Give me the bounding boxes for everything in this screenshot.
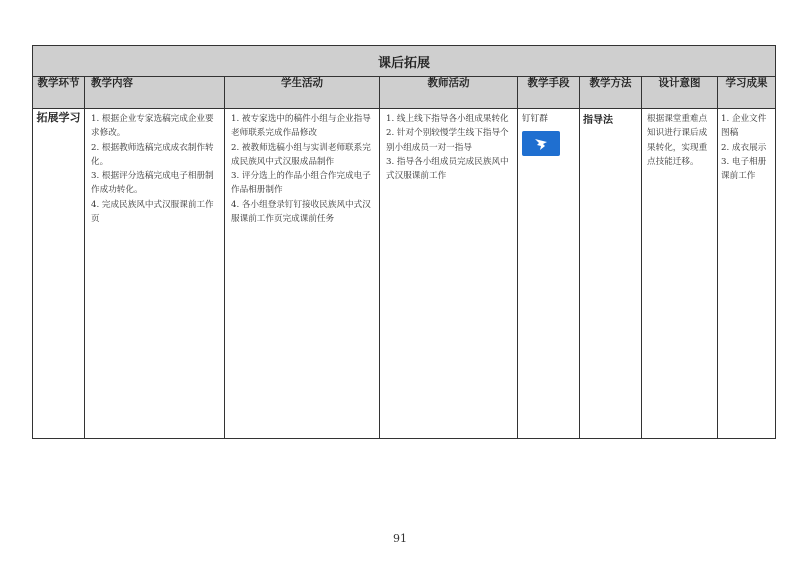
lesson-plan-table xyxy=(32,45,776,439)
tool-label: 钉钉群 xyxy=(522,114,548,124)
design-cell xyxy=(642,109,718,439)
student-item: 1. 被专家选中的稿件小组与企业指导老师联系完成作品修改 xyxy=(231,114,371,139)
header-method: 教学方法 xyxy=(580,77,642,109)
teacher-item: 1. 线上线下指导各小组成果转化 xyxy=(386,114,509,124)
header-stage: 教学环节 xyxy=(33,77,85,109)
design-text: 根据课堂重难点知识进行课后成果转化，实现重点技能迁移。 xyxy=(647,114,708,167)
student-item: 2. 被教师选稿小组与实训老师联系完成民族风中式汉服成品制作 xyxy=(231,142,371,167)
content-item: 2. 根据教师选稿完成成衣制作转化。 xyxy=(91,142,214,167)
outcome-cell xyxy=(718,109,776,439)
header-teacher: 教师活动 xyxy=(380,77,518,109)
teacher-item: 2. 针对个别较慢学生线下指导个别小组成员一对一指导 xyxy=(386,128,509,153)
content-cell xyxy=(85,109,225,439)
student-cell xyxy=(225,109,380,439)
outcome-item: 3. 电子相册 xyxy=(721,156,767,167)
student-item: 3. 评分选上的作品小组合作完成电子作品相册制作 xyxy=(231,171,371,196)
header-outcome: 学习成果 xyxy=(718,77,776,109)
page-number: 91 xyxy=(393,532,407,545)
header-tool: 教学手段 xyxy=(518,77,580,109)
stage-label: 拓展学习 xyxy=(36,111,81,124)
dingtalk-icon xyxy=(522,131,560,156)
header-content: 教学内容 xyxy=(85,77,225,109)
header-student: 学生活动 xyxy=(225,77,380,109)
method-label: 指导法 xyxy=(583,115,613,126)
outcome-item: 1. 企业文件图稿 xyxy=(721,114,767,139)
content-item: 3. 根据评分选稿完成电子相册制作成功转化。 xyxy=(91,171,214,196)
header-design: 设计意图 xyxy=(642,77,718,109)
teacher-cell xyxy=(380,109,518,439)
teacher-item: 3. 指导各小组成员完成民族风中式汉服课前工作 xyxy=(386,156,509,182)
outcome-item: 课前工作 xyxy=(721,171,756,182)
content-item: 4. 完成民族风中式汉服课前工作页 xyxy=(91,199,214,225)
student-item: 4. 各小组登录钉钉接收民族风中式汉服课前工作页完成课前任务 xyxy=(231,199,371,225)
content-item: 1. 根据企业专家选稿完成企业要求修改。 xyxy=(91,114,214,139)
table-title: 课后拓展 xyxy=(33,46,776,77)
method-cell xyxy=(580,109,642,439)
outcome-item: 2. 成衣展示 xyxy=(721,142,767,153)
stage-cell xyxy=(33,109,85,439)
tool-cell xyxy=(518,109,580,439)
